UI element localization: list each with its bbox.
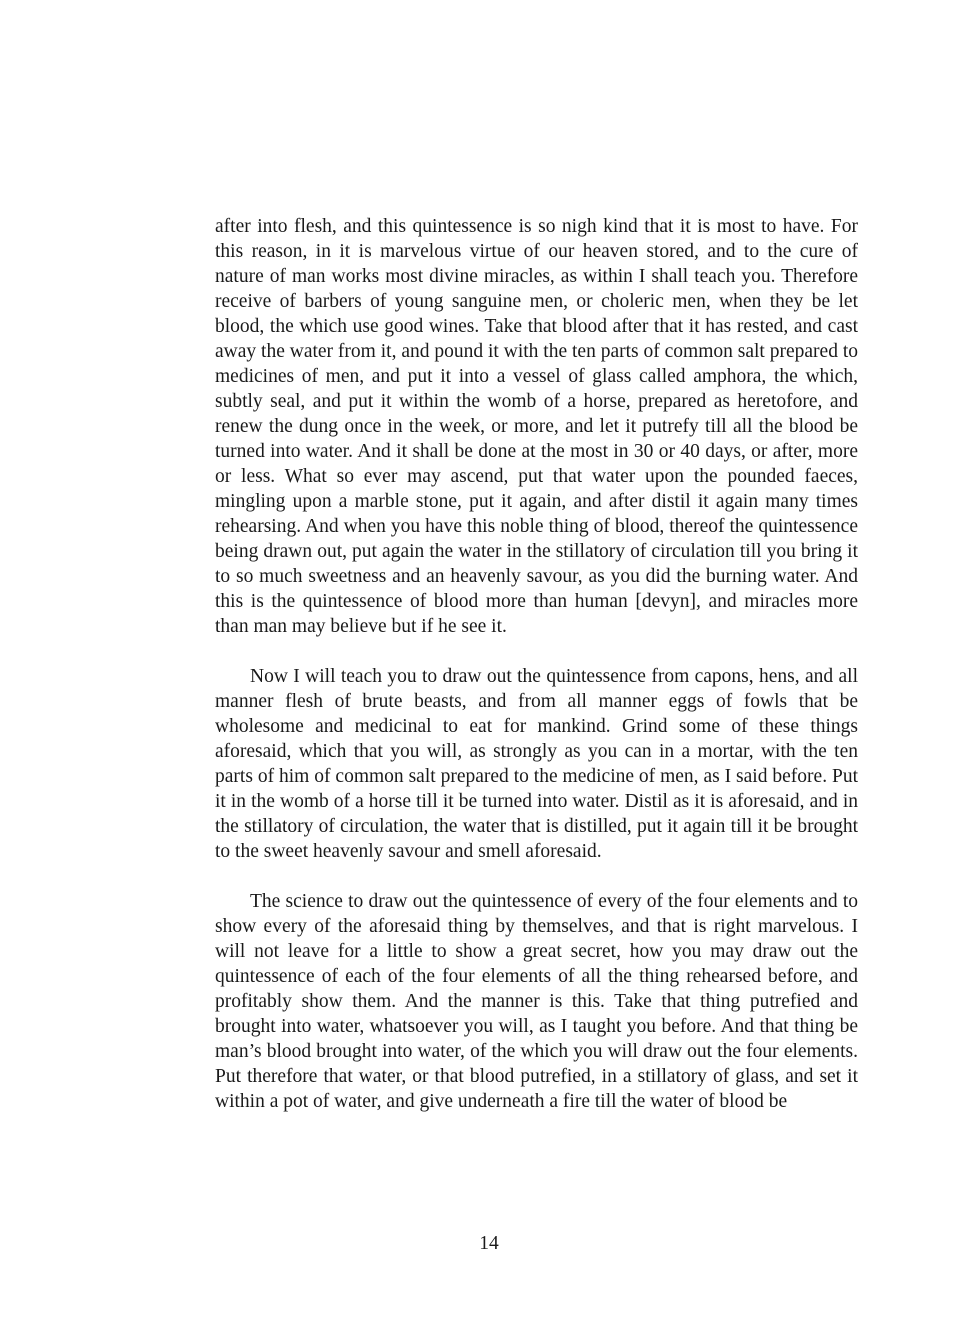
paragraph-3: The science to draw out the quintessence of every of the four elements and to show every of the aforesaid thing by themselves, and that is right marvelous. I will not leave for a little to show a great secret, how you may draw out the quintessence of each of the four elements of all the thing rehearsed before, and profitably show them. And the manner is this. Take that thing putrefied and brought into water, whatsoever you will, as I taught you before. And that thing be man’s blood brought into water, of the which you will draw out the four elements. Put therefore that water, or that blood putrefied, in a stillatory of glass, and set it within a pot of water, and give underneath a fire till the water of blood be (215, 891, 858, 1112)
body-text (215, 214, 858, 1114)
paragraph-1: after into flesh, and this quintessence is so nigh kind that it is most to have. For this reason, in it is marvelous virtue of our heaven stored, and to the cure of nature of man works most divine miracles, as within I shall teach you. Therefore receive of barbers of young sanguine men, or choleric men, when they be let blood, the which use good wines. Take that blood after that it has rested, and cast away the water from it, and pound it with the ten parts of common salt prepared to medicines of men, and put it into a vessel of glass called amphora, the which, subtly seal, and put it within the womb of a horse, prepared as heretofore, and renew the dung once in the week, or more, and let it putrefy till all the blood be turned into water. And it shall be done at the most in 30 or 40 days, or after, more or less. What so ever may ascend, put that water upon the pounded faeces, mingling upon a marble stone, put it again, and after distil it again many times rehearsing. And when you have this noble thing of blood, thereof the quintessence being drawn out, put again the water in the stillatory of circulation till you bring it to so much sweetness and an heavenly savour, as you did the burning water. And this is the quintessence of blood more than human [devyn], and miracles more than man may believe but if he see it. (215, 216, 858, 637)
page-number: 14 (479, 1233, 499, 1254)
paragraph-2: Now I will teach you to draw out the quintessence from capons, hens, and all manner flesh of brute beasts, and from all manner eggs of fowls that be wholesome and medicinal to eat for mankind. Grind some of these things aforesaid, which that you will, as strongly as you can in a mortar, with the ten parts of him of common salt prepared to the medicine of men, as I said before. Put it in the womb of a horse till it be turned into water. Distil as it is aforesaid, and in the stillatory of circulation, the water that is distilled, put it again till it be brought to the sweet heavenly savour and smell aforesaid. (215, 666, 858, 862)
